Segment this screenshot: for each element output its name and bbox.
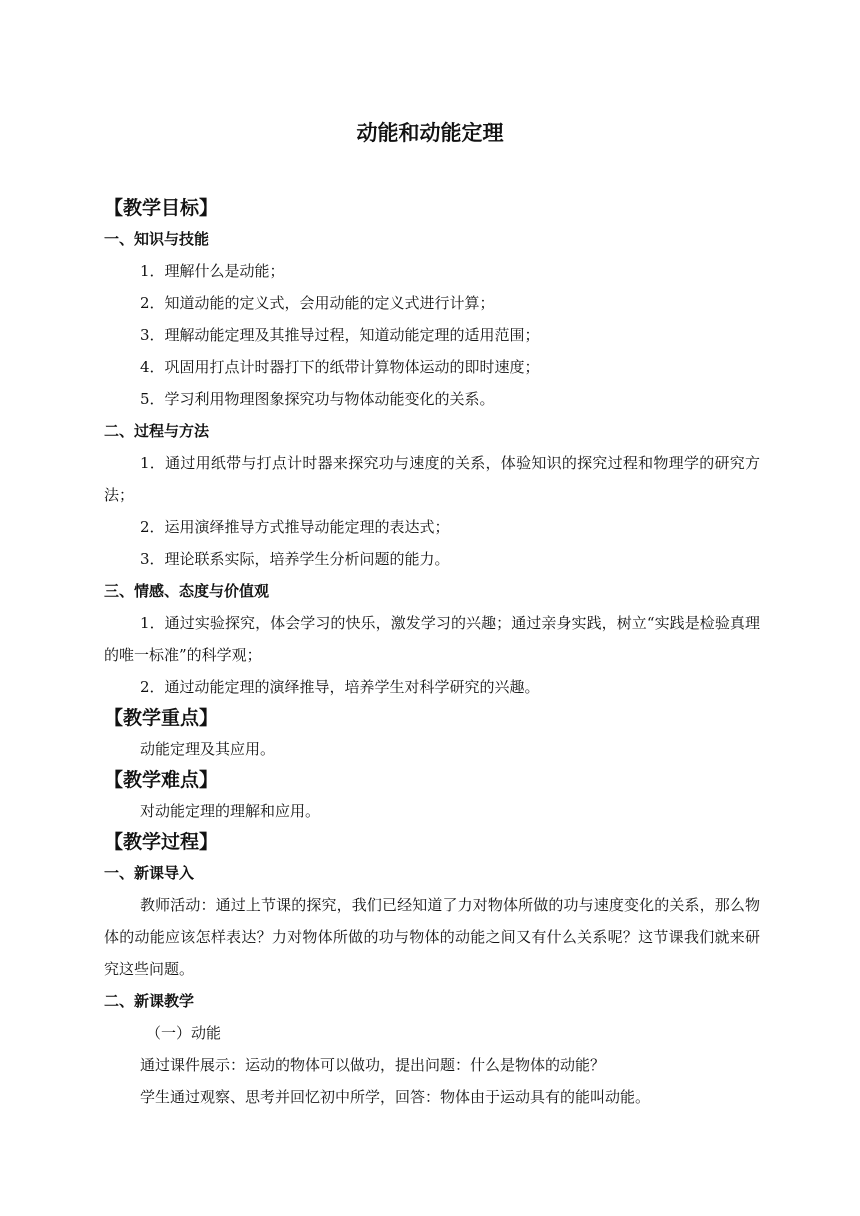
teaching-paragraph: 学生通过观察、思考并回忆初中所学，回答：物体由于运动具有的能叫动能。 [140,1088,651,1106]
list-item: 5．学习利用物理图象探究功与物体动能变化的关系。 [140,390,495,408]
subsection-heading-intro: 一、新课导入 [104,864,195,882]
list-item: 2．运用演绎推导方式推导动能定理的表达式； [140,518,450,536]
document-body [104,193,760,1113]
sub-heading-kinetic-energy: （一）动能 [146,1024,222,1042]
intro-paragraph: 教师活动：通过上节课的探究，我们已经知道了力对物体所做的功与速度变化的关系，那么物体的动能应该怎样表达？力对物体所做的功与物体的动能之间又有什么关系呢？这节课我们就来研究这些问题。 [104,896,760,978]
section-heading-key-points: 【教学重点】 [104,707,219,729]
teaching-paragraph: 通过课件展示：运动的物体可以做功，提出问题：什么是物体的动能？ [140,1056,606,1074]
list-item: 1．通过用纸带与打点计时器来探究功与速度的关系，体验知识的探究过程和物理学的研究方法； [104,454,760,504]
list-item: 2．通过动能定理的演绎推导，培养学生对科学研究的兴趣。 [140,678,540,696]
list-item: 1．通过实验探究，体会学习的快乐，激发学习的兴趣；通过亲身实践，树立“实践是检验真理的唯一标准”的科学观； [104,614,760,664]
list-item: 2．知道动能的定义式，会用动能的定义式进行计算； [140,294,495,312]
document-title: 动能和动能定理 [356,121,504,145]
section-heading-difficulties: 【教学难点】 [104,769,219,791]
key-points-text: 动能定理及其应用。 [140,740,276,758]
list-item: 3．理论联系实际，培养学生分析问题的能力。 [140,550,450,568]
section-heading-process: 【教学过程】 [104,831,219,853]
subsection-heading-attitude: 三、情感、态度与价值观 [104,582,270,600]
subsection-heading-teaching: 二、新课教学 [104,992,195,1010]
difficulties-text: 对动能定理的理解和应用。 [140,802,321,820]
section-heading-objectives: 【教学目标】 [104,197,219,219]
list-item: 3．理解动能定理及其推导过程，知道动能定理的适用范围； [140,326,540,344]
subsection-heading-knowledge: 一、知识与技能 [104,230,210,248]
list-item: 4．巩固用打点计时器打下的纸带计算物体运动的即时速度； [140,358,540,376]
list-item: 1．理解什么是动能； [140,262,285,280]
subsection-heading-process: 二、过程与方法 [104,422,210,440]
